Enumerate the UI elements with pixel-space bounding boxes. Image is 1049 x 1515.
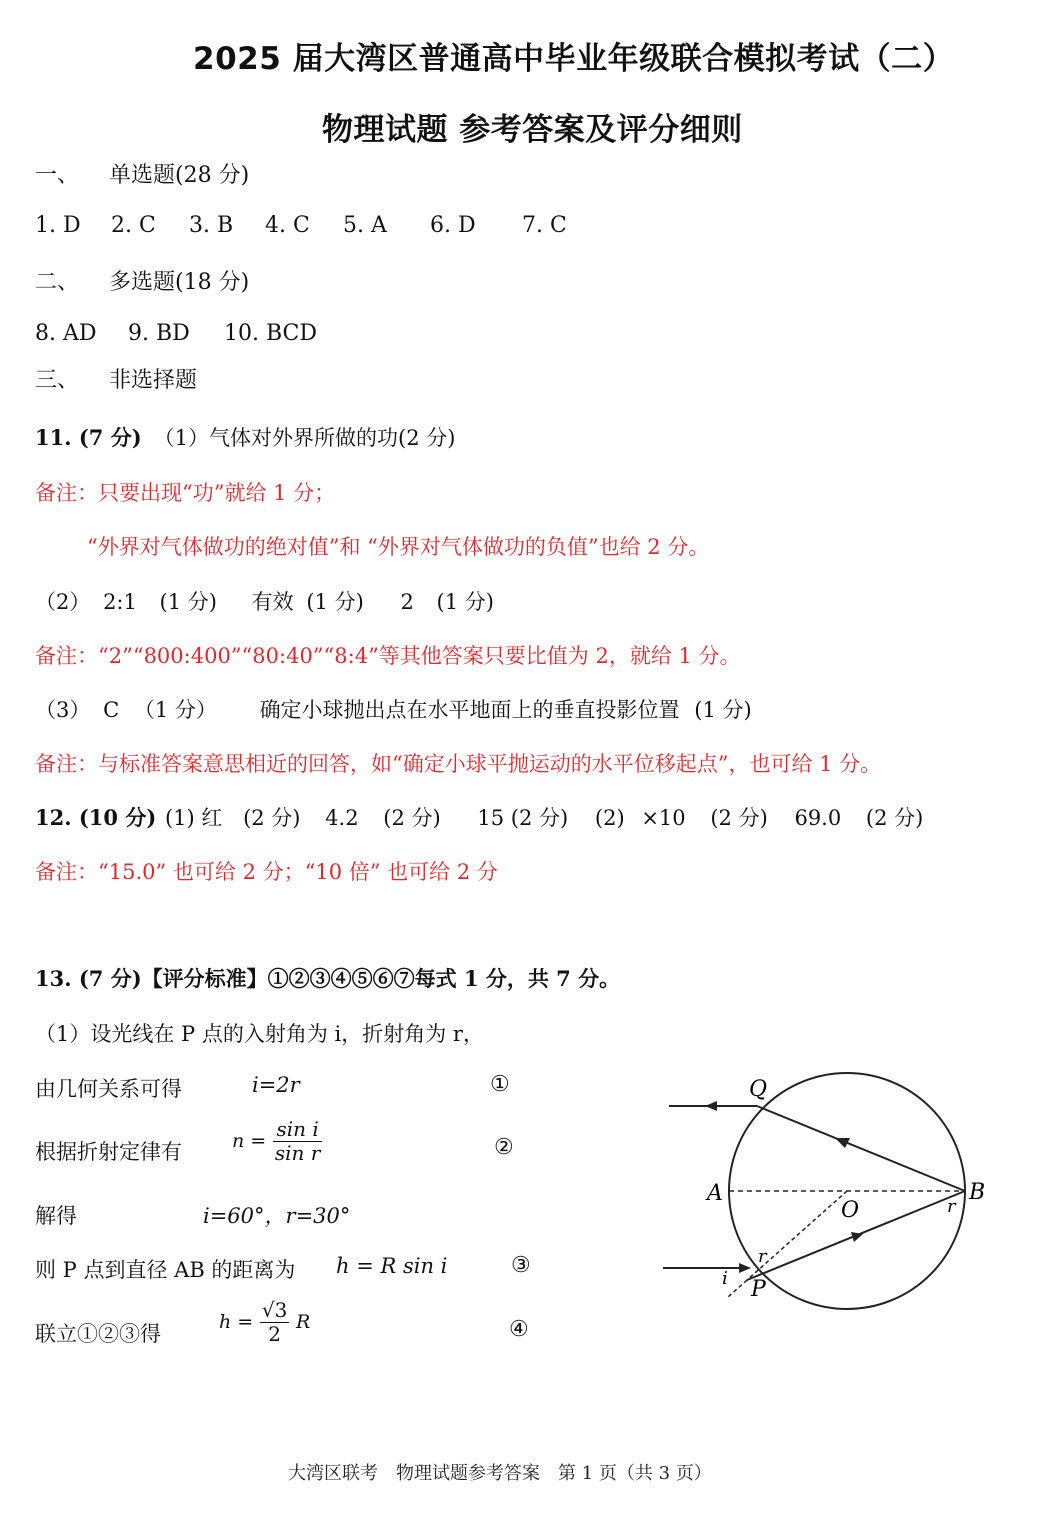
q12-item: (2 分) (243, 806, 301, 830)
q13-step-5-fraction (260, 1299, 289, 1346)
q12-label: 12. (10 分) (35, 805, 157, 830)
q11-part1 (35, 422, 455, 452)
q13-step-1-formula: i=2r (252, 1073, 300, 1097)
q13-step-5-text: 联立①②③得 (35, 1322, 161, 1346)
q13-step-2-num: sin i (273, 1118, 322, 1142)
page-footer: 大湾区联考 物理试题参考答案 第 1 页（共 3 页） (288, 1463, 712, 1484)
label-r-p: r (758, 1246, 767, 1267)
part1-answer-7: 7. C (522, 213, 567, 238)
q11-note-2: “外界对气体做功的绝对值”和 “外界对气体做功的负值”也给 2 分。 (87, 535, 710, 559)
q13-step-5-mark: ④ (509, 1317, 529, 1342)
part3-heading (35, 363, 197, 394)
q13-step-1-text: 由几何关系可得 (35, 1077, 182, 1101)
label-q: Q (749, 1077, 768, 1102)
q11-p3-label: （3） (35, 698, 91, 722)
part1-answer-2: 2. C (111, 213, 156, 238)
q11-p2-ratio: 2:1 (103, 590, 137, 614)
q11-p2-ratio-score: (1 分) (159, 590, 217, 614)
part2-heading-num: 二、 (35, 270, 80, 295)
q12-item: 4.2 (325, 806, 359, 830)
part1-heading (35, 158, 249, 189)
refraction-diagram (655, 1060, 995, 1320)
q12-item: (2 分) (865, 806, 924, 830)
part1-heading-text: 单选题(28 分) (109, 163, 250, 188)
q13-step-3-text: 解得 (35, 1204, 77, 1228)
q13-step-1-mark: ① (490, 1072, 510, 1097)
q12-note: 备注：“15.0” 也可给 2 分；“10 倍” 也可给 2 分 (35, 860, 498, 884)
q13-step-2-lhs: n = (232, 1130, 267, 1152)
q12-answers (35, 802, 923, 832)
q13-step-2-formula (232, 1118, 322, 1165)
q12-item: (2 分) (383, 806, 441, 830)
label-r-b: r (947, 1196, 956, 1217)
q13-step-2-fraction (273, 1118, 322, 1165)
q12-item: (2) (594, 806, 625, 830)
q13-step-4-text: 则 P 点到直径 AB 的距离为 (35, 1258, 296, 1282)
q11-part2 (35, 586, 494, 616)
part1-answer-3: 3. B (189, 213, 234, 238)
q11-p2-label: （2） (35, 590, 91, 614)
q11-note-1: 备注：只要出现“功”就给 1 分； (35, 481, 336, 505)
q13-step-2-text: 根据折射定律有 (35, 1140, 182, 1164)
label-b: B (969, 1180, 986, 1205)
part1-answer-4: 4. C (265, 213, 310, 238)
q11-note-4: 备注：与标准答案意思相近的回答，如“确定小球平抛运动的水平位移起点”，也可给 1 分。 (35, 752, 882, 776)
q11-p2-valid-score: (1 分) (306, 590, 364, 614)
q13-label: 13. (7 分)【评分标准】①②③④⑤⑥⑦每式 1 分，共 7 分。 (35, 966, 621, 991)
q12-item: ×10 (641, 806, 686, 830)
exit-arrow-icon (705, 1101, 717, 1111)
part1-answer-5: 5. A (343, 213, 387, 238)
q13-step-5-num: √3 (261, 1298, 288, 1322)
page-title: 2025 届大湾区普通高中毕业年级联合模拟考试（二） (193, 41, 955, 77)
normal-ext (727, 1280, 747, 1298)
q13-step-5-den: 2 (268, 1322, 281, 1346)
q13-step-4-formula: h = R sin i (336, 1254, 448, 1278)
q11-p1-text: （1）气体对外界所做的功(2 分) (153, 426, 456, 450)
q11-p2-value: 2 (400, 590, 414, 614)
q11-part3 (35, 694, 752, 724)
q13-intro: （1）设光线在 P 点的入射角为 i，折射角为 r， (35, 1022, 484, 1046)
q13-step-2-mark: ② (494, 1135, 514, 1160)
ray-bq (757, 1106, 965, 1191)
q11-p3-choice-score: （1 分） (133, 698, 217, 722)
part2-heading-text: 多选题(18 分) (109, 270, 250, 295)
q11-p2-value-score: (1 分) (436, 590, 494, 614)
incident-arrow-icon (739, 1263, 751, 1273)
label-i: i (722, 1268, 728, 1289)
q12-item: (1) 红 (164, 806, 223, 830)
q11-p2-valid: 有效 (251, 590, 294, 614)
label-p: P (751, 1277, 766, 1302)
part2-heading (35, 265, 249, 296)
label-o: O (841, 1198, 860, 1223)
q12-item: (2 分) (710, 806, 768, 830)
q13-step-3-formula: i=60°，r=30° (203, 1204, 351, 1228)
part2-answer-8: 8. AD (35, 321, 97, 346)
part3-heading-num: 三、 (35, 368, 80, 393)
page-subtitle: 物理试题 参考答案及评分细则 (322, 112, 743, 148)
q13-step-2-den: sin r (274, 1141, 321, 1165)
q11-p3-answer: 确定小球抛出点在水平地面上的垂直投影位置 (259, 698, 680, 722)
part1-heading-num: 一、 (35, 163, 80, 188)
q11-p3-answer-score: (1 分) (694, 698, 752, 722)
q11-label: 11. (7 分) (35, 425, 142, 450)
q13-step-5-rhs: R (296, 1311, 311, 1333)
q11-p3-choice: C (103, 698, 120, 722)
q13-step-5-formula (219, 1299, 310, 1346)
q13-step-5-lhs: h = (219, 1311, 254, 1333)
q12-item: 15 (2 分) (477, 806, 569, 830)
part2-answer-10: 10. BCD (224, 321, 318, 346)
q11-note-3: 备注：“2”“800:400”“80:40”“8:4”等其他答案只要比值为 2，就给 1 分。 (35, 644, 741, 668)
q12-item: 69.0 (794, 806, 842, 830)
label-a: A (707, 1181, 723, 1206)
part1-answer-1: 1. D (35, 213, 81, 238)
q13-step-4-mark: ③ (511, 1253, 531, 1278)
part1-answer-6: 6. D (430, 213, 476, 238)
part3-heading-text: 非选择题 (109, 368, 198, 393)
part2-answer-9: 9. BD (128, 321, 190, 346)
